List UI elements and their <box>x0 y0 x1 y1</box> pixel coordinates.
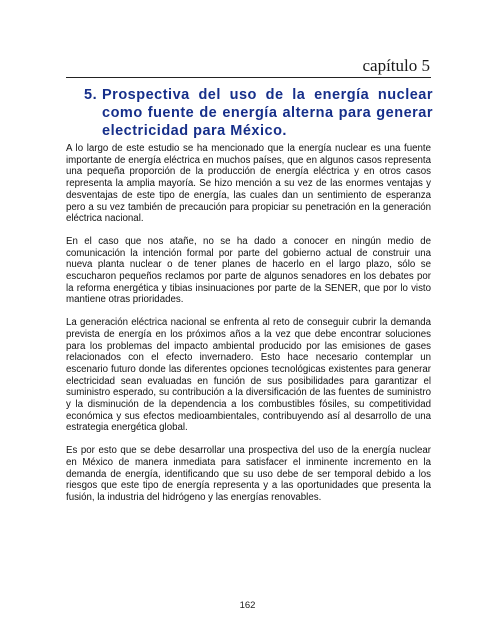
section-heading <box>84 86 433 140</box>
section-number: 5. <box>84 87 98 103</box>
paragraph-3: La generación eléctrica nacional se enfrenta al reto de conseguir cubrir la demanda prevista de energía en los próximos años a la vez que debe encontrar soluciones para los problemas del impacto ambiental producido por las emisiones de gases relacionados con el efecto invernadero. Esto hace necesario contemplar un escenario futuro donde las diferentes opciones tecnológicas existentes para generar electricidad sean evaluadas en función de sus posibilidades para garantizar el suministro esperado, su contribución a la diversificación de las fuentes de suministro y la disminución de la dependencia a los combustibles fósiles, su competitividad económica y sus efectos medioambientales, contribuyendo así al desarrollo de una estrategia energética global. <box>66 317 431 434</box>
header-rule <box>66 77 431 78</box>
paragraph-2: En el caso que nos atañe, no se ha dado a conocer en ningún medio de comunicación la intención formal por parte del gobierno actual de construir una nueva planta nuclear o de tener planes de hacerlo en el largo plazo, sólo se escucharon pequeños reclamos por parte de algunos senadores en los debates por la reforma energética y tibias insinuaciones por parte de la SENER, que por lo visto mantiene otras prioridades. <box>66 235 431 306</box>
paragraph-1: A lo largo de este estudio se ha mencionado que la energía nuclear es una fuente importante de energía eléctrica en muchos países, que en algunos casos representa una pequeña proporción de la producción de energía eléctrica y en otros casos representa la amplia mayoría. Se hizo mención a su vez de las enormes ventajas y desventajas de este tipo de energía, las cuales dan un sentimiento de esperanza pero a su vez también de precaución para propiciar su penetración en la generación eléctrica nacional. <box>66 143 431 225</box>
paragraph-4: Es por esto que se debe desarrollar una prospectiva del uso de la energía nuclear en México de manera inmediata para satisfacer el inminente incremento en la demanda de energía, identificando que su uso debe de ser temporal debido a los riesgos que este tipo de energía representa y a las oportunidades que presenta la fusión, la industria del hidrógeno y las energías renovables. <box>66 445 431 503</box>
section-title: Prospectiva del uso de la energía nuclear como fuente de energía alterna para generar electricidad para México. <box>102 87 433 139</box>
chapter-label: capítulo 5 <box>362 56 430 75</box>
page-number: 162 <box>239 600 256 611</box>
body-text <box>66 143 431 515</box>
